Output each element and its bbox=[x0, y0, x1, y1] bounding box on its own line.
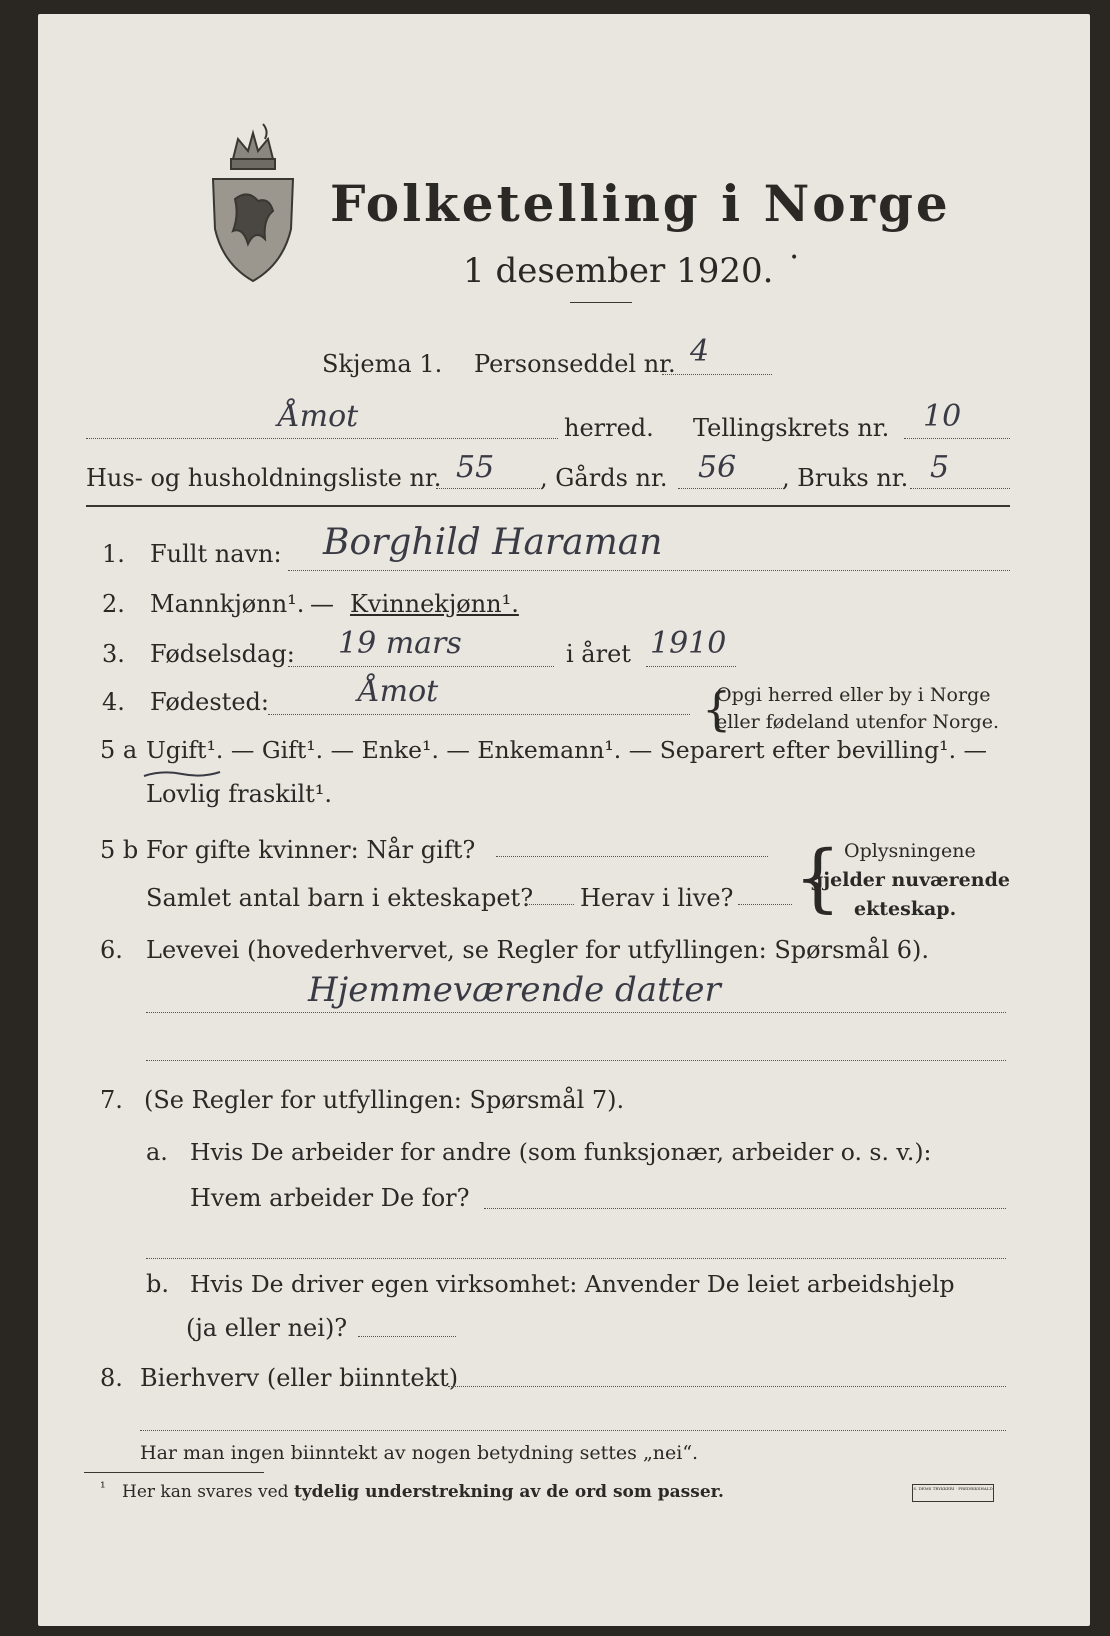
census-date: 1 desember 1920. bbox=[463, 251, 774, 291]
form-title: Folketelling i Norge bbox=[330, 174, 951, 233]
personseddel-label: Personseddel nr. bbox=[474, 350, 676, 378]
q5b-herav-label: Herav i live? bbox=[580, 884, 734, 912]
q5b-note-line1: Oplysningene bbox=[844, 840, 976, 862]
gards-line bbox=[678, 488, 782, 489]
q6-line2 bbox=[146, 1060, 1006, 1061]
q1-number: 1. bbox=[102, 540, 125, 568]
q6-number: 6. bbox=[100, 936, 123, 964]
q8-note: Har man ingen biinntekt av nogen betydning settes „nei“. bbox=[140, 1442, 699, 1464]
q2-kvinnekjonn: Kvinnekjønn¹. bbox=[350, 590, 519, 618]
q1-full-name: Borghild Haraman bbox=[323, 522, 663, 563]
herred-value: Åmot bbox=[278, 399, 359, 434]
personseddel-nr: 4 bbox=[690, 334, 710, 369]
tellingskrets-nr: 10 bbox=[923, 399, 962, 434]
gards-nr: 56 bbox=[698, 450, 737, 485]
q3-aaret-label: i året bbox=[566, 640, 631, 668]
q7a-line bbox=[484, 1208, 1006, 1209]
q3-year-line bbox=[646, 666, 736, 667]
q4-number: 4. bbox=[102, 688, 125, 716]
q5b-herav-line bbox=[738, 904, 792, 905]
q5b-note-line2: gjelder nuværende bbox=[810, 869, 1010, 891]
q3-number: 3. bbox=[102, 640, 125, 668]
footnote-text bbox=[122, 1482, 724, 1502]
section-divider bbox=[86, 505, 1010, 507]
q3-birthday: 19 mars bbox=[338, 626, 462, 661]
q4-birthplace: Åmot bbox=[358, 674, 439, 709]
dot-mark: • bbox=[790, 250, 799, 266]
q5b-note-line3: ekteskap. bbox=[854, 898, 957, 920]
q2-mannkjonn: Mannkjønn¹. bbox=[150, 590, 305, 618]
bruks-nr: 5 bbox=[930, 450, 950, 485]
q2-number: 2. bbox=[102, 590, 125, 618]
q5b-brace: { bbox=[794, 835, 842, 921]
q5b-barn-line bbox=[526, 904, 574, 905]
husholdningsliste-label: Hus- og husholdningsliste nr. bbox=[86, 464, 442, 492]
q1-line bbox=[288, 570, 1010, 571]
q4-note-line1: Opgi herred eller by i Norge bbox=[716, 684, 991, 706]
gards-label: , Gårds nr. bbox=[540, 464, 668, 492]
q3-date-line bbox=[288, 666, 554, 667]
q4-line bbox=[268, 714, 690, 715]
q4-label: Fødested: bbox=[150, 688, 269, 716]
q7b-letter: b. bbox=[146, 1270, 169, 1298]
q5b-number: 5 b bbox=[100, 836, 139, 864]
q5b-naar-gift-line bbox=[496, 856, 768, 857]
q7a-letter: a. bbox=[146, 1138, 168, 1166]
q5a-line2: Lovlig fraskilt¹. bbox=[146, 780, 333, 808]
herred-label: herred. bbox=[564, 414, 654, 442]
census-form-page bbox=[38, 14, 1090, 1626]
q7-number: 7. bbox=[100, 1086, 123, 1114]
title-divider bbox=[570, 302, 632, 303]
q7b-line1: Hvis De driver egen virksomhet: Anvender De leiet arbeidshjelp bbox=[190, 1270, 955, 1298]
q5a-line1: Ugift¹. — Gift¹. — Enke¹. — Enkemann¹. — Separert efter bevilling¹. — bbox=[146, 736, 988, 764]
q6-line1 bbox=[146, 1012, 1006, 1013]
q2-dash: — bbox=[310, 590, 334, 618]
footnote-divider bbox=[84, 1472, 264, 1473]
q7a-line2: Hvem arbeider De for? bbox=[190, 1184, 470, 1212]
footnote-text-plain: Her kan svares ved bbox=[122, 1482, 289, 1502]
q8-number: 8. bbox=[100, 1364, 123, 1392]
q6-label: Levevei (hovederhvervet, se Regler for utfyllingen: Spørsmål 6). bbox=[146, 936, 930, 964]
q6-occupation: Hjemmeværende datter bbox=[308, 970, 721, 1010]
q5a-ugift-underline bbox=[142, 766, 222, 780]
q7b-line bbox=[358, 1336, 456, 1337]
husholdningsliste-nr: 55 bbox=[456, 450, 495, 485]
q7a-line1: Hvis De arbeider for andre (som funksjonær, arbeider o. s. v.): bbox=[190, 1138, 932, 1166]
q8-label: Bierhverv (eller biinntekt) bbox=[140, 1364, 459, 1392]
skjema-label: Skjema 1. bbox=[322, 350, 443, 378]
bruks-line bbox=[910, 488, 1010, 489]
q7a-extra-line bbox=[146, 1258, 1006, 1259]
q7b-line2: (ja eller nei)? bbox=[186, 1314, 348, 1342]
footnote-mark: ¹ bbox=[100, 1480, 106, 1496]
herred-line bbox=[86, 438, 558, 439]
q8-line bbox=[448, 1386, 1006, 1387]
q5b-line2: Samlet antal barn i ekteskapet? bbox=[146, 884, 534, 912]
personseddel-line bbox=[662, 374, 772, 375]
q3-year: 1910 bbox=[650, 626, 727, 661]
footnote-text-bold: tydelig understrekning av de ord som passer. bbox=[293, 1482, 724, 1502]
husholdningsliste-line bbox=[436, 488, 540, 489]
tellingskrets-label: Tellingskrets nr. bbox=[693, 414, 890, 442]
q4-brace: { bbox=[702, 682, 732, 736]
q1-label: Fullt navn: bbox=[150, 540, 282, 568]
norwegian-coat-of-arms-icon bbox=[203, 119, 303, 289]
q5a-number: 5 a bbox=[100, 736, 138, 764]
q5b-line1: For gifte kvinner: Når gift? bbox=[146, 836, 476, 864]
bruks-label: , Bruks nr. bbox=[782, 464, 909, 492]
q3-label: Fødselsdag: bbox=[150, 640, 295, 668]
q4-note-line2: eller fødeland utenfor Norge. bbox=[716, 711, 1000, 733]
q8-extra-line bbox=[140, 1430, 1006, 1431]
q7-label: (Se Regler for utfyllingen: Spørsmål 7). bbox=[144, 1086, 625, 1114]
printer-stamp: S. DEMS TRYKKERI · FREDRIKSHALD bbox=[912, 1484, 994, 1502]
tellingskrets-line bbox=[904, 438, 1010, 439]
